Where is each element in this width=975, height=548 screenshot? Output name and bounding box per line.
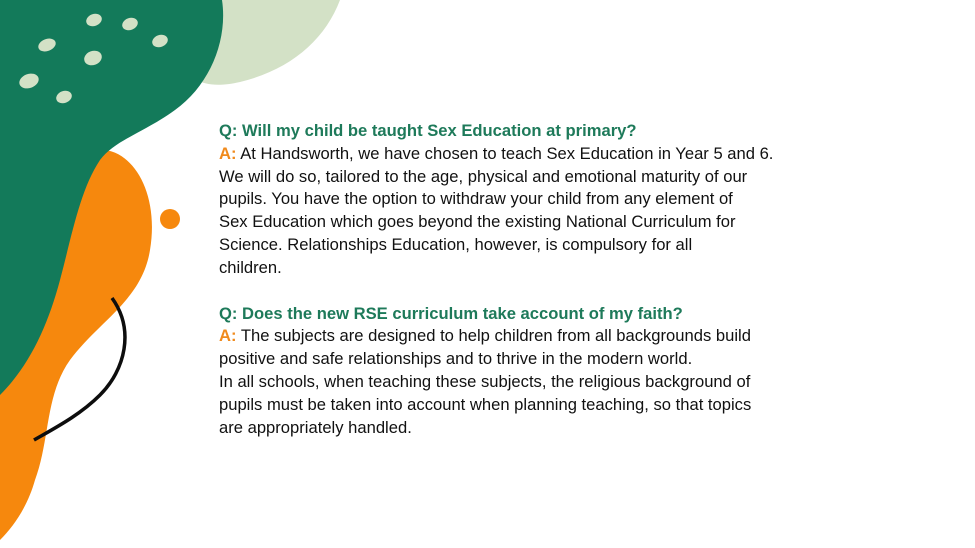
spacer — [219, 280, 919, 303]
faq-answer — [219, 143, 919, 280]
answer-line: Science. Relationships Education, however, is compulsory for all — [219, 234, 693, 254]
faq-content — [219, 120, 919, 439]
answer-label: A: — [219, 143, 237, 163]
orange-dot — [160, 209, 180, 229]
answer-line: We will do so, tailored to the age, physical and emotional maturity of our — [219, 166, 748, 186]
answer-line: At Handsworth, we have chosen to teach Sex Education in Year 5 and 6. — [240, 143, 774, 163]
faq-answer — [219, 325, 919, 439]
answer-line: pupils. You have the option to withdraw your child from any element of — [219, 189, 733, 209]
faq-item — [219, 120, 919, 280]
answer-line: In all schools, when teaching these subjects, the religious background of — [219, 371, 751, 391]
faq-question: Q: Does the new RSE curriculum take account of my faith? — [219, 303, 683, 323]
faq-item — [219, 303, 919, 440]
answer-line: The subjects are designed to help children from all backgrounds build — [240, 326, 751, 346]
answer-line: children. — [219, 257, 282, 277]
answer-line: are appropriately handled. — [219, 417, 412, 437]
answer-line: positive and safe relationships and to thrive in the modern world. — [219, 349, 693, 369]
answer-line: pupils must be taken into account when planning teaching, so that topics — [219, 394, 752, 414]
answer-label: A: — [219, 326, 237, 346]
faq-question: Q: Will my child be taught Sex Education at primary? — [219, 121, 637, 140]
answer-line: Sex Education which goes beyond the existing National Curriculum for — [219, 212, 736, 232]
